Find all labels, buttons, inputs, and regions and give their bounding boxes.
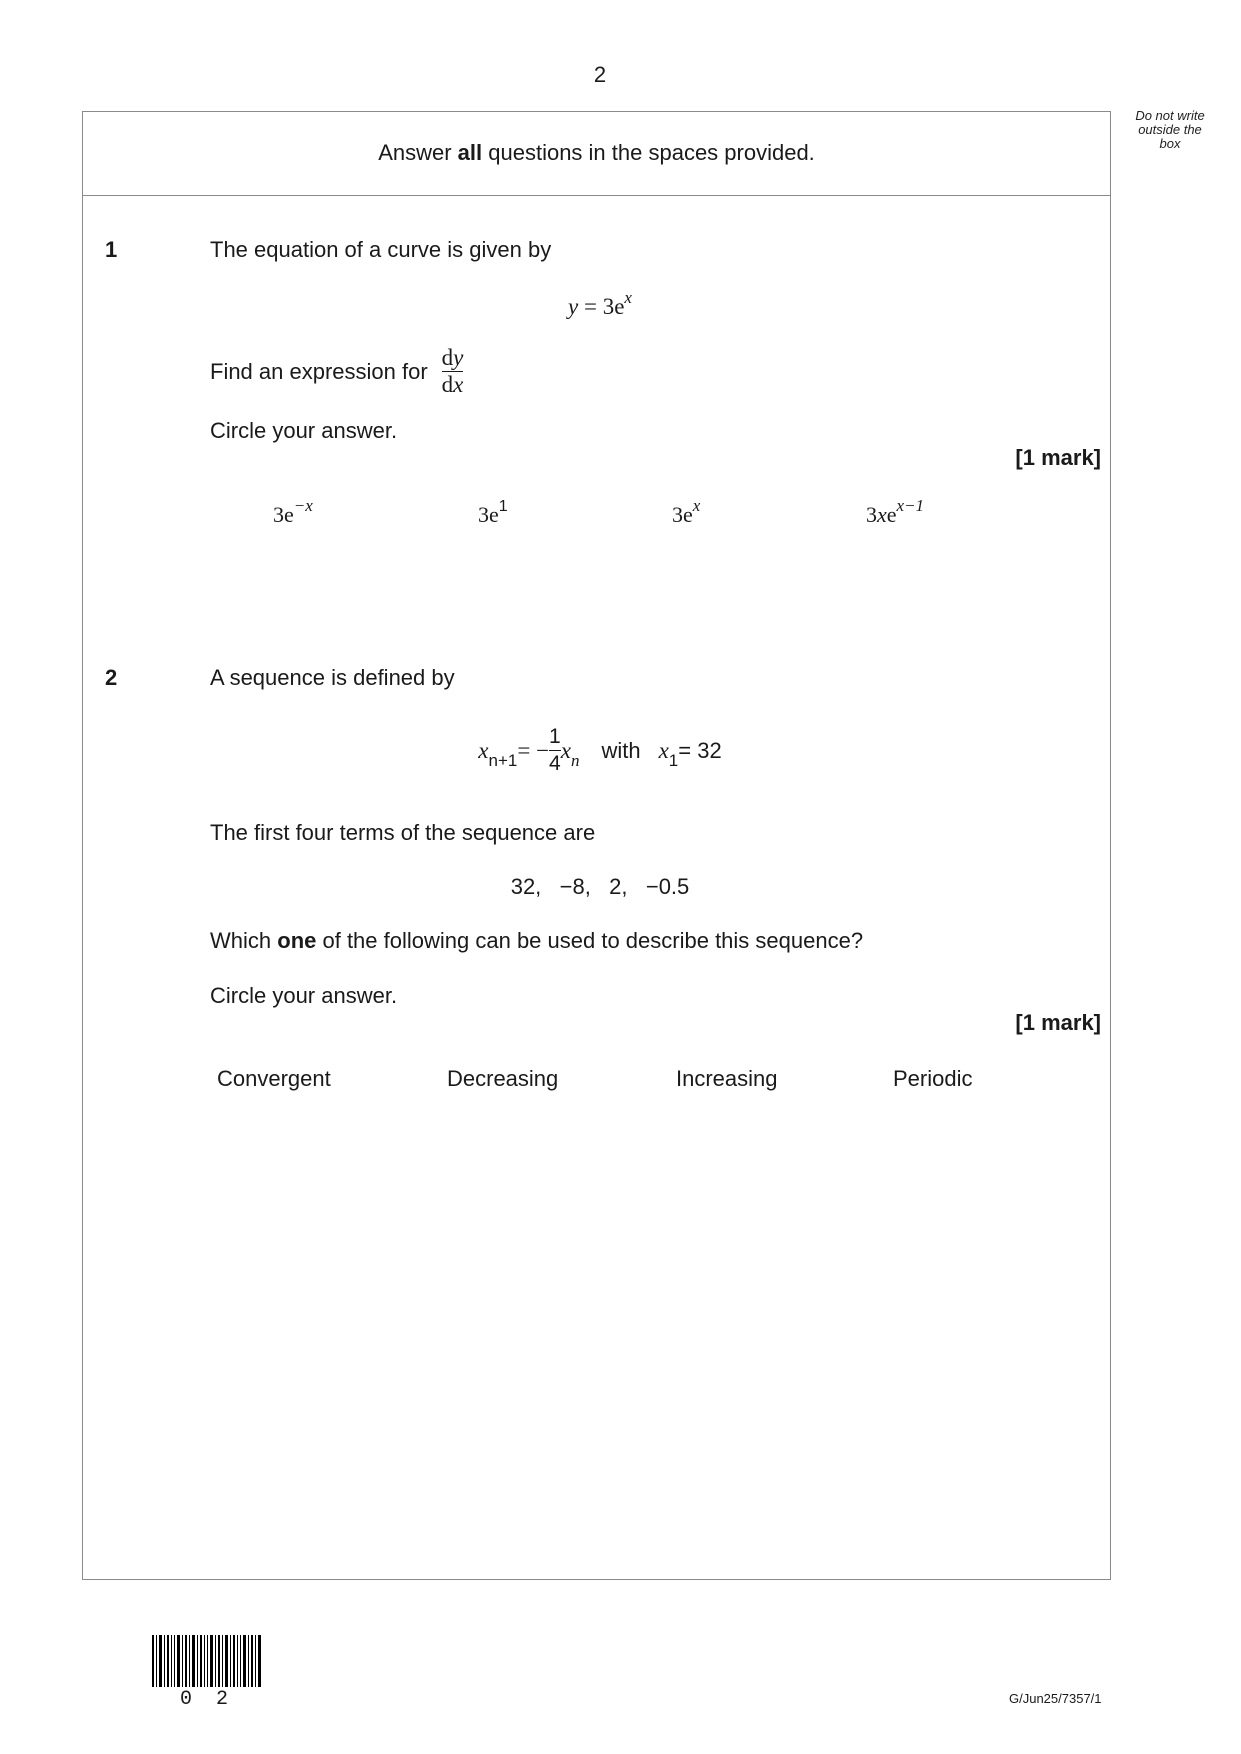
q1-option-4[interactable]: $3xe^{x-1}$ bbox=[866, 496, 925, 527]
margin-note bbox=[1120, 109, 1220, 151]
question-1-circle-instruction: Circle your answer. bbox=[210, 418, 398, 443]
margin-note-line: Do not write bbox=[1135, 108, 1205, 123]
recurrence-with: with bbox=[601, 737, 641, 763]
margin-note-line: box bbox=[1159, 136, 1181, 151]
barcode bbox=[152, 1635, 262, 1687]
recurrence-initial: $x_1$ bbox=[658, 737, 679, 770]
recurrence-rhs: $x_n$ bbox=[560, 737, 580, 770]
question-2-marks: [1 mark] bbox=[1015, 1010, 1101, 1035]
derivative-fraction bbox=[442, 345, 464, 398]
question-2-recurrence bbox=[0, 724, 1200, 777]
question-2-intro: A sequence is defined by bbox=[210, 665, 455, 690]
question-1-equation bbox=[0, 288, 1200, 320]
q2-option-periodic[interactable]: Periodic bbox=[893, 1066, 973, 1091]
derivative-numerator: dy bbox=[441, 345, 464, 370]
equation-lhs: y bbox=[568, 294, 579, 319]
recurrence-lhs: $x_{n+1}$ bbox=[478, 737, 518, 770]
recurrence-eq: = − bbox=[517, 737, 550, 763]
instructions-prefix: Answer bbox=[378, 140, 458, 165]
question-2-number: 2 bbox=[105, 665, 118, 690]
frame-divider bbox=[82, 195, 1111, 196]
question-2-circle-instruction: Circle your answer. bbox=[210, 983, 398, 1008]
q2-option-decreasing[interactable]: Decreasing bbox=[447, 1066, 559, 1091]
instructions-suffix: questions in the spaces provided. bbox=[482, 140, 815, 165]
equation-exponent: x bbox=[624, 288, 632, 307]
question-1-find bbox=[210, 345, 463, 398]
find-text: Find an expression for bbox=[210, 358, 428, 384]
instructions bbox=[82, 140, 1111, 166]
q2-option-increasing[interactable]: Increasing bbox=[676, 1066, 778, 1091]
q2-option-convergent[interactable]: Convergent bbox=[217, 1066, 331, 1091]
question-1-intro: The equation of a curve is given by bbox=[210, 237, 552, 262]
question-1-number: 1 bbox=[105, 237, 118, 262]
paper-reference: G/Jun25/7357/1 bbox=[1009, 1691, 1102, 1706]
question-2-terms: 32, −8, 2, −0.5 bbox=[510, 874, 690, 899]
question-1-marks: [1 mark] bbox=[1015, 445, 1101, 470]
barcode-digits: 0 2 bbox=[180, 1688, 235, 1711]
recurrence-fraction: $\frac{1}{4}$ bbox=[549, 725, 561, 775]
page-number: 2 bbox=[593, 62, 607, 87]
question-2-terms-intro: The first four terms of the sequence are bbox=[210, 820, 596, 845]
equation-eq: = 3e bbox=[578, 294, 625, 319]
recurrence-initial-value: = 32 bbox=[678, 737, 722, 763]
question-2-question: Which one of the following can be used to describe this sequence? bbox=[210, 928, 864, 953]
derivative-denominator: dx bbox=[441, 372, 464, 397]
margin-note-line: outside the bbox=[1138, 122, 1202, 137]
q1-option-2[interactable]: $3e^1$ bbox=[478, 498, 508, 527]
q1-option-1[interactable]: $3e^{-x}$ bbox=[273, 496, 313, 527]
q1-option-3[interactable]: $3e^x$ bbox=[672, 496, 701, 527]
instructions-bold: all bbox=[457, 140, 483, 165]
